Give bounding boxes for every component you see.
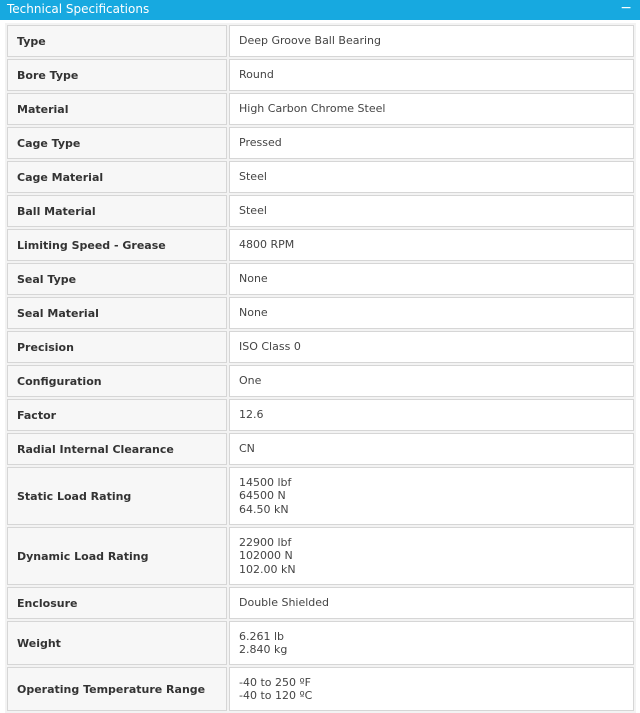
spec-row: [7, 161, 634, 193]
spec-value-line: Double Shielded: [239, 596, 330, 610]
spec-row: [7, 621, 634, 665]
spec-value: [229, 621, 634, 665]
spec-value: [229, 195, 634, 227]
spec-value: [229, 467, 634, 525]
spec-value: [229, 527, 634, 585]
spec-value-line: 6.261 lb: [239, 629, 285, 643]
spec-value-line: Steel: [239, 170, 267, 184]
spec-value: [229, 59, 634, 91]
spec-value: [229, 331, 634, 363]
spec-value: [229, 297, 634, 329]
spec-value-line: Round: [239, 68, 274, 82]
spec-value-line: 102.00 kN: [239, 562, 296, 576]
spec-label: Seal Material: [7, 297, 227, 329]
spec-row: [7, 467, 634, 525]
spec-label: Material: [7, 93, 227, 125]
specs-table: [5, 23, 636, 713]
spec-row: [7, 365, 634, 397]
spec-label: Dynamic Load Rating: [7, 527, 227, 585]
spec-label: Configuration: [7, 365, 227, 397]
spec-value: [229, 229, 634, 261]
spec-value-line: Pressed: [239, 136, 282, 150]
spec-value-line: ISO Class 0: [239, 340, 301, 354]
spec-value-line: None: [239, 272, 268, 286]
spec-value: [229, 365, 634, 397]
spec-row: [7, 399, 634, 431]
spec-value: [229, 433, 634, 465]
spec-row: [7, 297, 634, 329]
spec-value: [229, 399, 634, 431]
spec-label: Type: [7, 25, 227, 57]
spec-value-line: 4800 RPM: [239, 238, 295, 252]
spec-value: [229, 587, 634, 619]
spec-value-line: Steel: [239, 204, 267, 218]
spec-value: [229, 161, 634, 193]
spec-row: [7, 195, 634, 227]
spec-row: [7, 527, 634, 585]
spec-value-line: 22900 lbf: [239, 535, 292, 549]
spec-label: Factor: [7, 399, 227, 431]
collapse-toggle-icon[interactable]: −: [620, 0, 632, 16]
spec-value-line: None: [239, 306, 268, 320]
spec-row: [7, 587, 634, 619]
spec-label: Radial Internal Clearance: [7, 433, 227, 465]
spec-value-line: -40 to 250 ºF: [239, 675, 312, 689]
spec-value: [229, 93, 634, 125]
spec-value: [229, 263, 634, 295]
spec-value-line: 64.50 kN: [239, 502, 289, 516]
spec-label: Weight: [7, 621, 227, 665]
spec-label: Operating Temperature Range: [7, 667, 227, 711]
spec-row: [7, 229, 634, 261]
spec-value-line: 2.840 kg: [239, 643, 288, 656]
spec-row: [7, 93, 634, 125]
spec-row: [7, 263, 634, 295]
spec-label: Cage Material: [7, 161, 227, 193]
spec-label: Ball Material: [7, 195, 227, 227]
spec-value-line: Deep Groove Ball Bearing: [239, 34, 382, 48]
spec-label: Static Load Rating: [7, 467, 227, 525]
spec-label: Cage Type: [7, 127, 227, 159]
spec-row: [7, 25, 634, 57]
spec-value: [229, 127, 634, 159]
spec-value-line: One: [239, 374, 262, 388]
spec-label: Bore Type: [7, 59, 227, 91]
spec-value-line: High Carbon Chrome Steel: [239, 102, 386, 116]
spec-value-line: 12.6: [239, 408, 264, 422]
spec-row: [7, 667, 634, 711]
panel-header[interactable]: [0, 0, 640, 20]
spec-row: [7, 331, 634, 363]
spec-value: [229, 25, 634, 57]
spec-label: Precision: [7, 331, 227, 363]
spec-value-line: 14500 lbf: [239, 475, 292, 489]
spec-value-line: CN: [239, 442, 255, 456]
spec-label: Seal Type: [7, 263, 227, 295]
spec-label: Enclosure: [7, 587, 227, 619]
panel-title: Technical Specifications: [7, 2, 150, 16]
spec-value-line: 64500 N: [239, 489, 286, 503]
spec-value-line: -40 to 120 ºC: [239, 689, 313, 702]
spec-value-line: 102000 N: [239, 549, 293, 563]
spec-row: [7, 59, 634, 91]
spec-row: [7, 127, 634, 159]
specs-table-body: [7, 25, 634, 711]
spec-value: [229, 667, 634, 711]
spec-label: Limiting Speed - Grease: [7, 229, 227, 261]
spec-row: [7, 433, 634, 465]
